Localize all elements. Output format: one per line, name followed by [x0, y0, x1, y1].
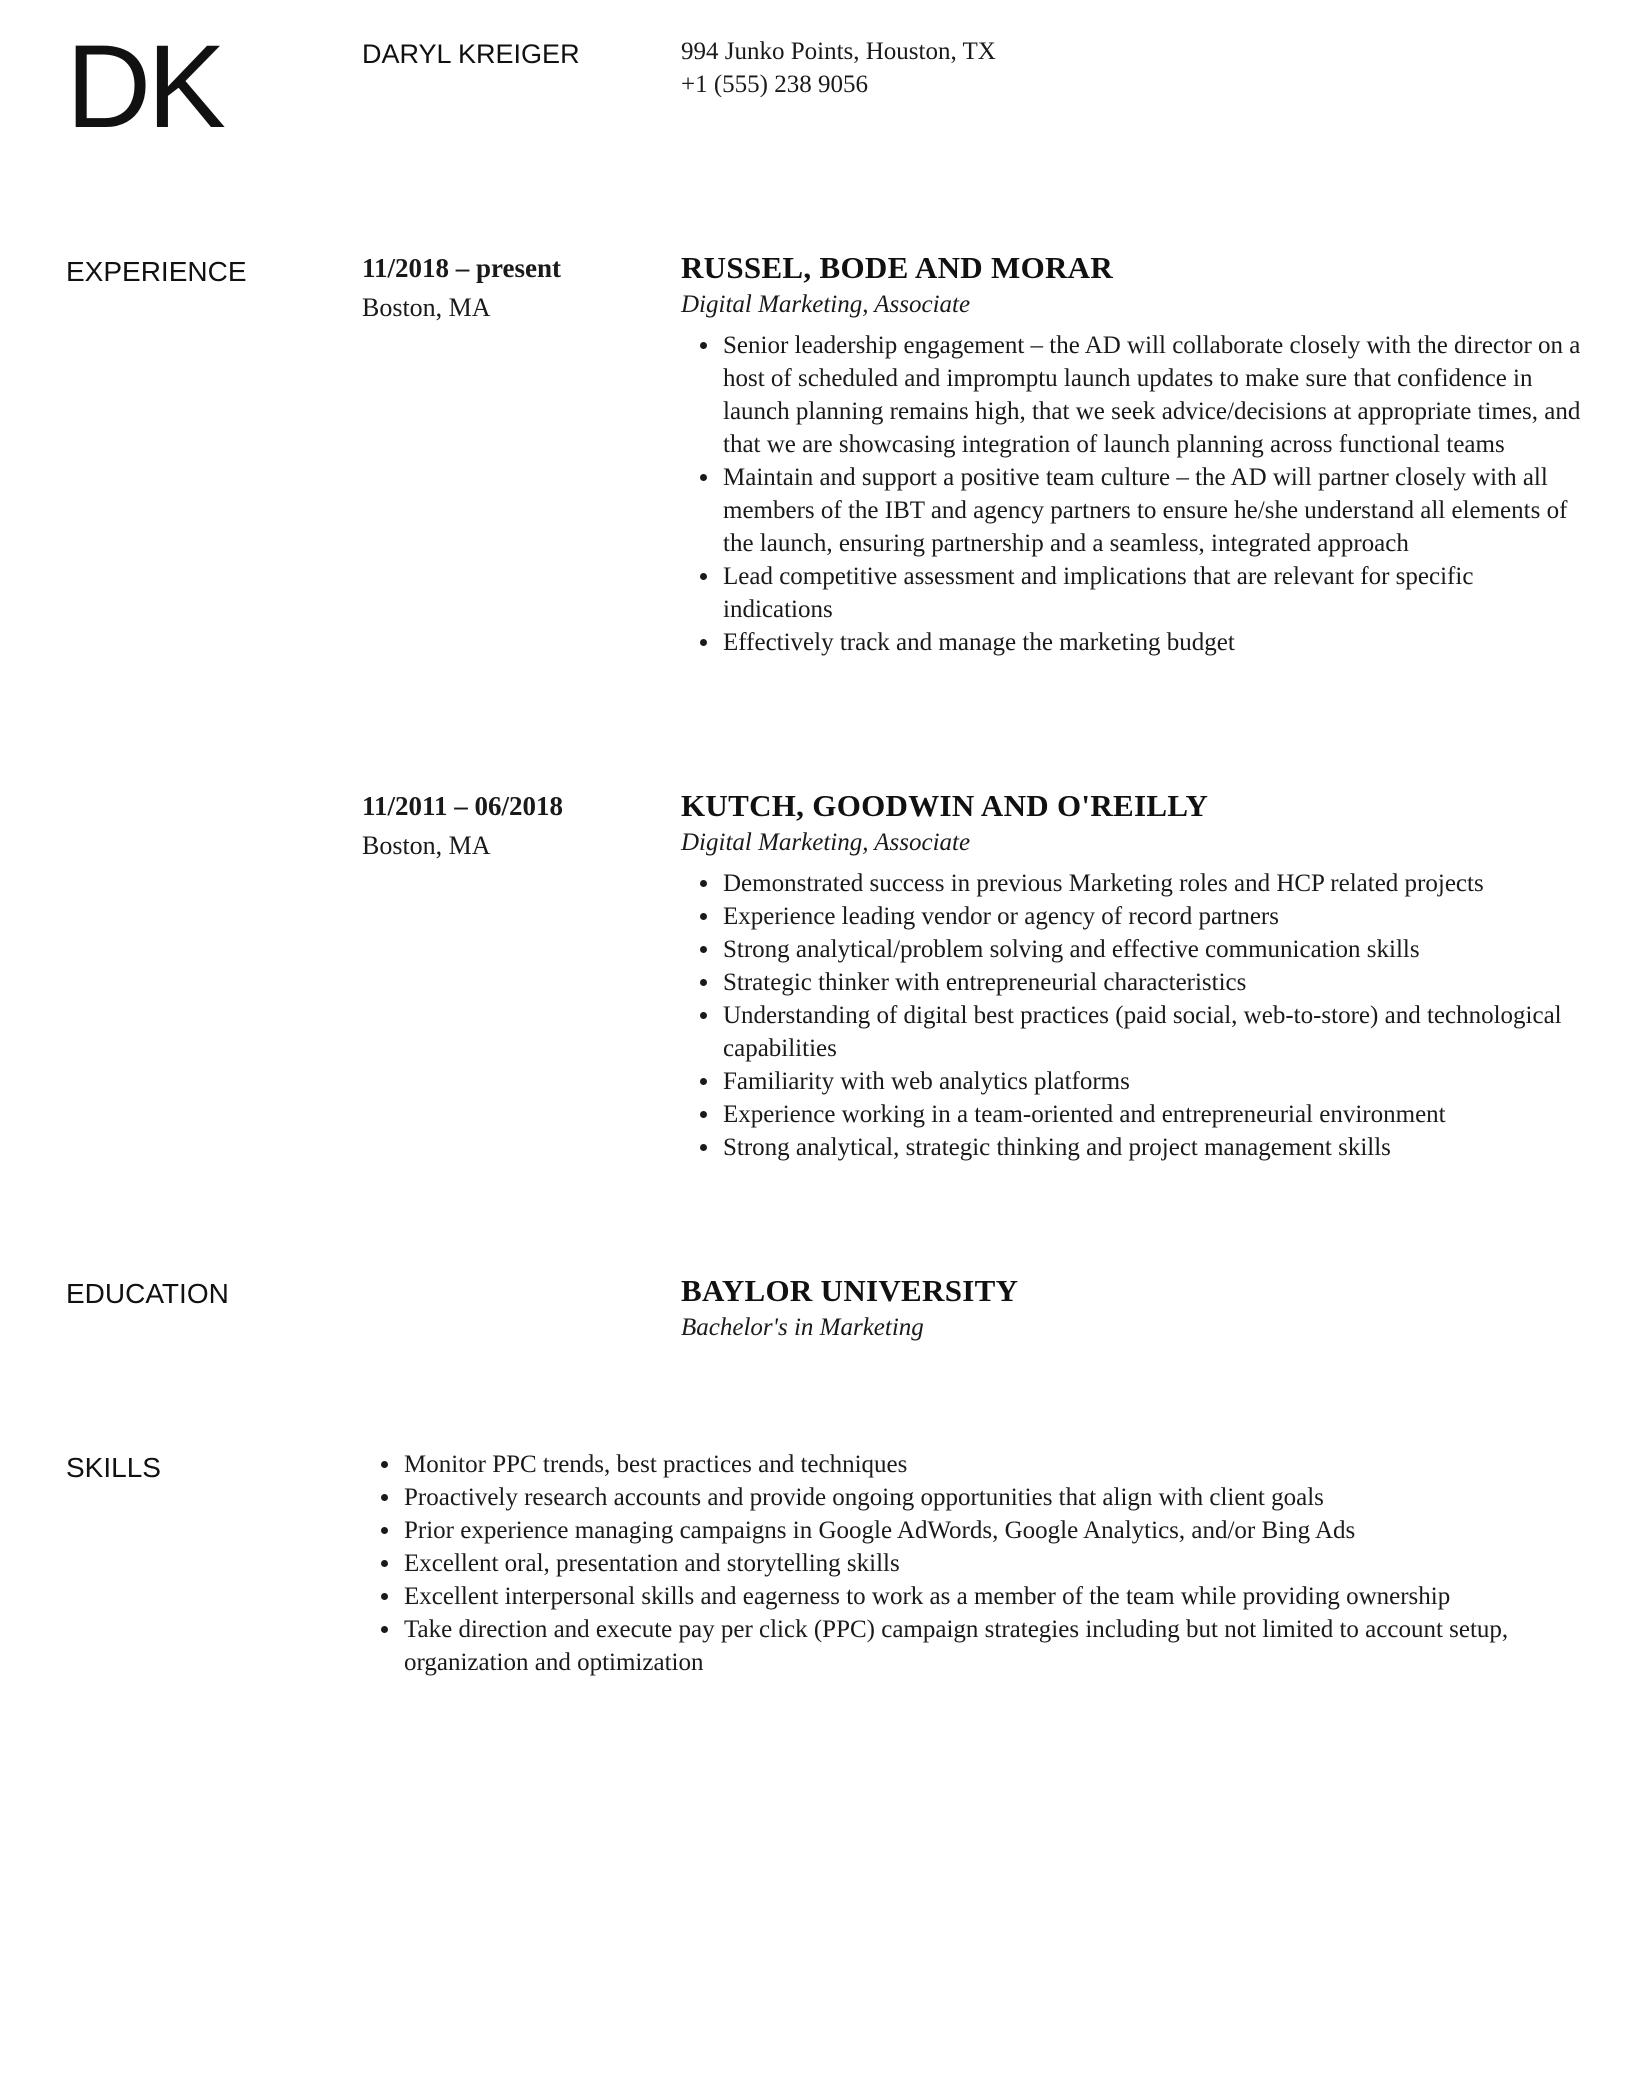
list-item: • Excellent oral, presentation and storytelling skills: [402, 1547, 1542, 1580]
list-item: • Proactively research accounts and provide ongoing opportunities that align with client goals: [402, 1481, 1542, 1514]
skills-list: [362, 1448, 1542, 1679]
list-item: • Strong analytical, strategic thinking and project management skills: [721, 1131, 1581, 1164]
list-item: • Experience leading vendor or agency of record partners: [721, 900, 1581, 933]
job-meta: [362, 249, 662, 327]
job-location: Boston, MA: [362, 831, 491, 860]
job-role: Digital Marketing, Associate: [681, 829, 971, 856]
list-item: • Excellent interpersonal skills and eagerness to work as a member of the team while providing ownership: [402, 1580, 1542, 1613]
degree: Bachelor's in Marketing: [681, 1314, 924, 1341]
company-name: RUSSEL, BODE AND MORAR: [681, 250, 1114, 285]
job-bullets: [681, 329, 1581, 659]
list-item: • Senior leadership engagement – the AD will collaborate closely with the director on a host of scheduled and impromptu launch updates to make sure that confidence in launch planning remains high, that we seek advice/decisions at appropriate times, and that we are showcasing integration of launch planning across functional teams: [721, 329, 1581, 461]
school-name: BAYLOR UNIVERSITY: [681, 1273, 1019, 1308]
contact-block: [681, 35, 996, 101]
section-title-experience: EXPERIENCE: [66, 256, 247, 287]
job-body: [681, 249, 1581, 659]
job-bullets: [681, 867, 1581, 1164]
list-item: • Strategic thinker with entrepreneurial characteristics: [721, 966, 1581, 999]
list-item: • Understanding of digital best practices (paid social, web-to-store) and technological capabilities: [721, 999, 1581, 1065]
company-name: KUTCH, GOODWIN AND O'REILLY: [681, 788, 1209, 823]
list-item: • Take direction and execute pay per click (PPC) campaign strategies including but not limited to account setup, organization and optimization: [402, 1613, 1542, 1679]
job-dates: 11/2011 – 06/2018: [362, 791, 564, 821]
address: 994 Junko Points, Houston, TX: [681, 38, 996, 65]
job-location: Boston, MA: [362, 293, 491, 322]
list-item: • Effectively track and manage the marketing budget: [721, 626, 1581, 659]
phone: +1 (555) 238 9056: [681, 71, 868, 98]
section-title-education: EDUCATION: [66, 1278, 229, 1309]
job-dates: 11/2018 – present: [362, 253, 562, 283]
list-item: • Demonstrated success in previous Marketing roles and HCP related projects: [721, 867, 1581, 900]
candidate-name: DARYL KREIGER: [362, 39, 580, 69]
list-item: • Experience working in a team-oriented and entrepreneurial environment: [721, 1098, 1581, 1131]
list-item: • Familiarity with web analytics platforms: [721, 1065, 1581, 1098]
list-item: • Prior experience managing campaigns in Google AdWords, Google Analytics, and/or Bing Ads: [402, 1514, 1542, 1547]
section-title-skills: SKILLS: [66, 1452, 161, 1483]
list-item: • Monitor PPC trends, best practices and techniques: [402, 1448, 1542, 1481]
skills-block: [362, 1448, 1542, 1679]
education-body: [681, 1272, 1581, 1346]
job-meta: [362, 787, 662, 865]
job-role: Digital Marketing, Associate: [681, 291, 971, 318]
job-body: [681, 787, 1581, 1164]
list-item: • Maintain and support a positive team culture – the AD will partner closely with all members of the IBT and agency partners to ensure he/she understand all elements of the launch, ensuring partnership and a seamless, integrated approach: [721, 461, 1581, 560]
monogram: DK: [66, 21, 222, 153]
list-item: • Strong analytical/problem solving and effective communication skills: [721, 933, 1581, 966]
list-item: • Lead competitive assessment and implications that are relevant for specific indications: [721, 560, 1581, 626]
